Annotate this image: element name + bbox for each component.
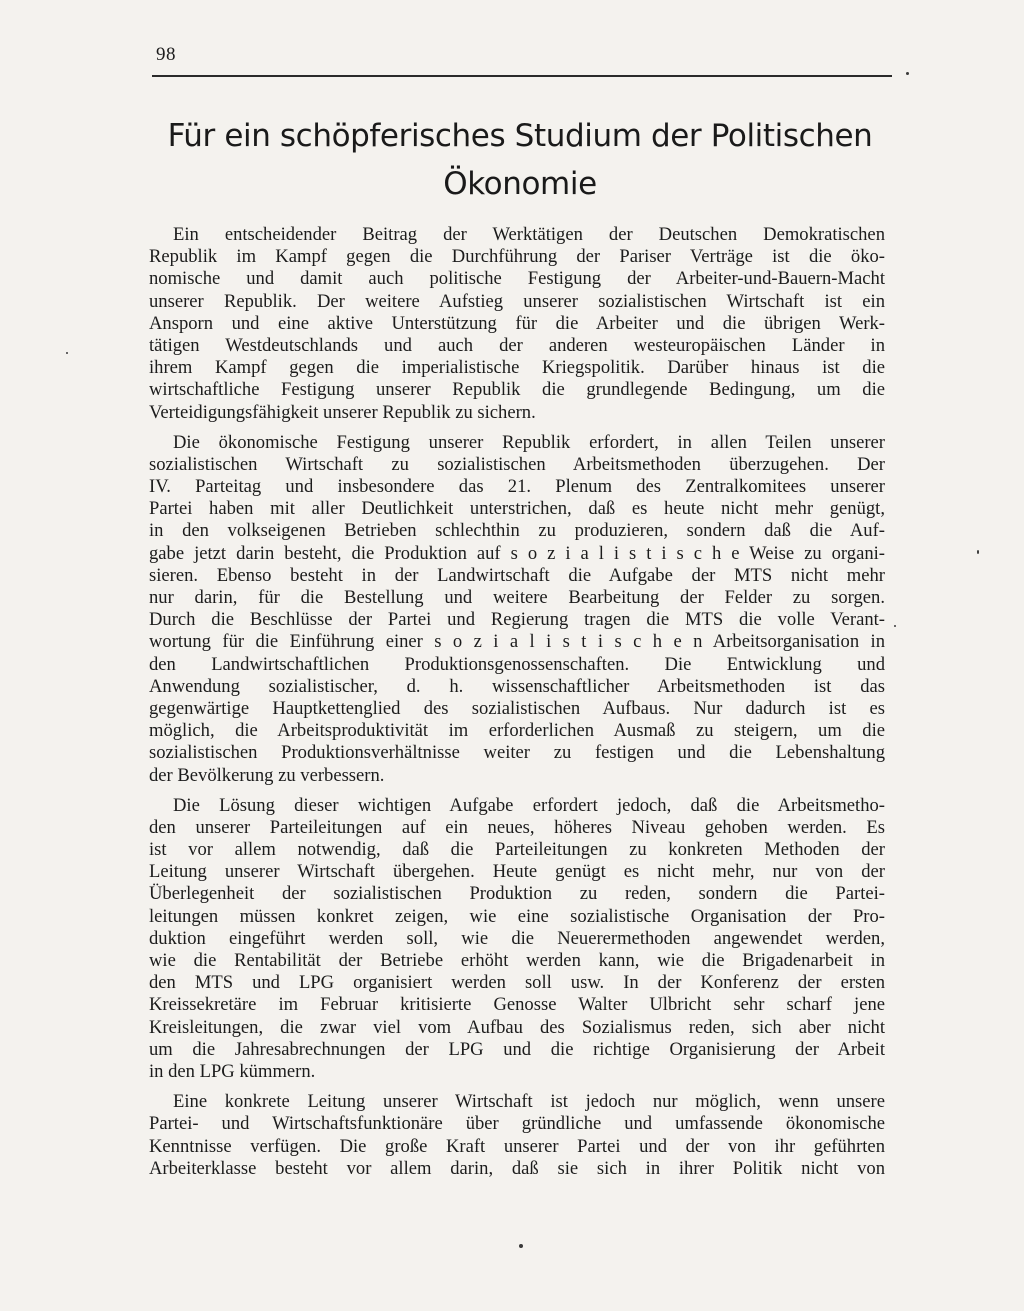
text-line: sieren. Ebenso besteht in der Landwirtschaft die Aufgabe der MTS nicht mehr xyxy=(149,564,885,586)
text-line: gabe jetzt darin besteht, die Produktion auf s o z i a l i s t i s c h e Weise zu organi- xyxy=(149,542,885,564)
article-title xyxy=(150,112,890,208)
text-line: IV. Parteitag und insbesondere das 21. Plenum des Zentralkomitees unserer xyxy=(149,476,885,498)
text-line: wirtschaftliche Festigung unserer Republik die grundlegende Bedingung, um die xyxy=(149,379,885,401)
text-line: den unserer Parteileitungen auf ein neues, höheres Niveau gehoben werden. Es xyxy=(149,816,885,838)
text-line: der Bevölkerung zu verbessern. xyxy=(149,764,385,786)
title-line-1: Für ein schöpferisches Studium der Politischen xyxy=(167,118,873,154)
ink-speck xyxy=(519,1244,523,1248)
text-line: Ansporn und eine aktive Unterstützung für die Arbeiter und die übrigen Werk- xyxy=(149,312,885,334)
text-line: Leitung unserer Wirtschaft übergehen. Heute genügt es nicht mehr, nur von der xyxy=(149,861,885,883)
ink-speck xyxy=(906,72,909,75)
title-line-2: Ökonomie xyxy=(443,166,597,202)
text-line: um die Jahresabrechnungen der LPG und die richtige Organisierung der Arbeit xyxy=(149,1038,885,1060)
text-line: duktion eingeführt werden soll, wie die Neuerermethoden angewendet werden, xyxy=(149,927,885,949)
text-line: Republik im Kampf gegen die Durchführung der Pariser Verträge ist die öko- xyxy=(149,246,885,268)
text-line: sozialistischen Wirtschaft zu sozialistischen Arbeitsmethoden überzugehen. Der xyxy=(149,453,885,475)
paragraph-4 xyxy=(149,1091,885,1180)
text-line: Eine konkrete Leitung unserer Wirtschaft ist jedoch nur möglich, wenn unsere xyxy=(173,1091,885,1113)
text-line: Arbeiterklasse besteht vor allem darin, daß sie sich in ihrer Politik nicht von xyxy=(149,1157,885,1179)
ink-speck xyxy=(66,352,68,354)
text-line: in den volkseigenen Betrieben schlechthin zu produzieren, sondern daß die Auf- xyxy=(149,520,885,542)
text-line: Partei haben mit aller Deutlichkeit unterstrichen, daß es heute nicht mehr genügt, xyxy=(149,498,885,520)
text-line: leitungen müssen konkret zeigen, wie eine sozialistische Organisation der Pro- xyxy=(149,905,885,927)
paragraph-3 xyxy=(149,795,885,1083)
text-line: Durch die Beschlüsse der Partei und Regierung tragen die MTS die volle Verant- xyxy=(149,609,885,631)
text-line: Kreissekretäre im Februar kritisierte Genosse Walter Ulbricht sehr scharf jene xyxy=(149,994,885,1016)
text-line: in den LPG kümmern. xyxy=(149,1060,316,1082)
page-number: 98 xyxy=(156,44,176,65)
text-line: Verteidigungsfähigkeit unserer Republik zu sichern. xyxy=(149,401,536,423)
text-line: ist vor allem notwendig, daß die Parteileitungen zu konkreten Methoden der xyxy=(149,839,885,861)
paragraph-2 xyxy=(149,432,885,787)
article-body xyxy=(149,224,885,1180)
text-line: unserer Republik. Der weitere Aufstieg unserer sozialistischen Wirtschaft ist ein xyxy=(149,290,885,312)
text-line: wie die Rentabilität der Betriebe erhöht werden kann, wie die Brigadenarbeit in xyxy=(149,950,885,971)
text-line: Ein entscheidender Beitrag der Werktätigen der Deutschen Demokratischen xyxy=(173,224,885,245)
text-line: Die ökonomische Festigung unserer Republik erfordert, in allen Teilen unserer xyxy=(173,431,885,453)
text-line: nur darin, für die Bestellung und weitere Bearbeitung der Felder zu sorgen. xyxy=(149,587,885,608)
text-line: Überlegenheit der sozialistischen Produktion zu reden, sondern die Partei- xyxy=(149,883,885,905)
text-line: Die Lösung dieser wichtigen Aufgabe erfordert jedoch, daß die Arbeitsmetho- xyxy=(173,794,885,816)
text-line: sozialistischen Produktionsverhältnisse weiter zu festigen und die Lebenshaltung xyxy=(149,742,885,764)
text-line: den MTS und LPG organisiert werden soll usw. In der Konferenz der ersten xyxy=(149,972,885,994)
text-line: gegenwärtige Hauptkettenglied des sozialistischen Aufbaus. Nur dadurch ist es xyxy=(149,697,885,719)
ink-speck xyxy=(894,625,896,627)
text-line: Kreisleitungen, die zwar viel vom Aufbau des Sozialismus reden, sich aber nicht xyxy=(149,1016,885,1038)
text-line: wortung für die Einführung einer s o z i a l i s t i s c h e n Arbeitsorganisation in xyxy=(149,631,885,653)
text-line: Kenntnisse verfügen. Die große Kraft unserer Partei und der von ihr geführten xyxy=(149,1135,885,1157)
paragraph-1 xyxy=(149,224,885,424)
text-line: den Landwirtschaftlichen Produktionsgenossenschaften. Die Entwicklung und xyxy=(149,653,885,675)
text-line: Partei- und Wirtschaftsfunktionäre über gründliche und umfassende ökonomische xyxy=(149,1113,885,1135)
text-line: Anwendung sozialistischer, d. h. wissenschaftlicher Arbeitsmethoden ist das xyxy=(149,675,885,697)
text-line: nomische und damit auch politische Festigung der Arbeiter-und-Bauern-Macht xyxy=(149,268,885,290)
text-line: tätigen Westdeutschlands und auch der anderen westeuropäischen Länder in xyxy=(149,334,885,356)
text-line: ihrem Kampf gegen die imperialistische Kriegspolitik. Darüber hinaus ist die xyxy=(149,357,885,379)
header-rule xyxy=(152,75,892,77)
text-line: möglich, die Arbeitsproduktivität im erforderlichen Ausmaß zu steigern, um die xyxy=(149,720,885,742)
ink-speck xyxy=(977,550,979,554)
